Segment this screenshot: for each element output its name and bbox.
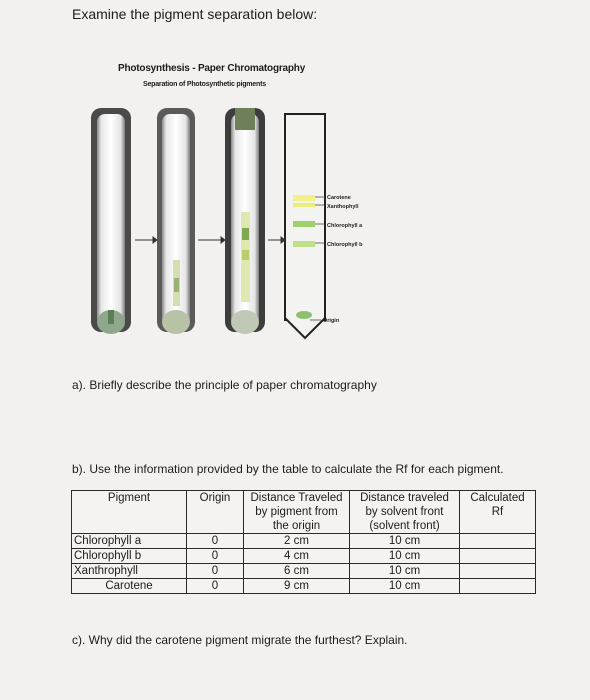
cell-rf <box>460 564 536 579</box>
pigment-table <box>71 490 536 594</box>
cell-solvent-distance: 10 cm <box>350 549 460 564</box>
question-b: b). Use the information provided by the table to calculate the Rf for each pigment. <box>72 462 504 476</box>
cell-pigment: Carotene <box>72 579 187 594</box>
table-row <box>72 579 536 594</box>
chromatography-photo <box>85 100 375 350</box>
label-xanthophyll: Xanthophyll <box>327 204 359 210</box>
label-carotene: Carotene <box>327 195 351 201</box>
header-line: Calculated <box>470 492 525 504</box>
question-a: a). Briefly describe the principle of paper chromatography <box>72 378 377 392</box>
test-tube-3 <box>225 108 265 334</box>
table-row <box>72 534 536 549</box>
table-row <box>72 549 536 564</box>
cell-pigment: Chlorophyll b <box>72 549 187 564</box>
label-chlorophyll-b: Chlorophyll b <box>327 242 363 248</box>
header-line: Distance Traveled <box>250 492 343 504</box>
cell-pigment: Xanthrophyll <box>72 564 187 579</box>
table-row <box>72 564 536 579</box>
header-line: by solvent front <box>365 506 444 518</box>
cell-solvent-distance: 10 cm <box>350 579 460 594</box>
header-line: the origin <box>272 520 321 532</box>
cell-pigment-distance: 4 cm <box>244 549 350 564</box>
cell-origin: 0 <box>187 564 244 579</box>
figure-title: Photosynthesis - Paper Chromatography <box>118 63 306 74</box>
figure-subtitle: Separation of Photosynthetic pigments <box>143 81 266 88</box>
header-line: by pigment from <box>255 506 338 518</box>
cell-rf <box>460 579 536 594</box>
label-origin: Origin <box>323 318 340 324</box>
header-pigment <box>72 491 187 534</box>
cell-pigment-distance: 9 cm <box>244 579 350 594</box>
cell-solvent-distance: 10 cm <box>350 534 460 549</box>
page-heading: Examine the pigment separation below: <box>72 6 318 22</box>
header-pigment-distance <box>244 491 350 534</box>
header-line: (solvent front) <box>369 520 440 532</box>
header-line: Rf <box>491 506 504 518</box>
test-tube-1 <box>91 108 131 334</box>
header-rf <box>460 491 536 534</box>
cell-solvent-distance: 10 cm <box>350 564 460 579</box>
label-chlorophyll-a: Chlorophyll a <box>327 223 363 229</box>
header-origin <box>187 491 244 534</box>
header-solvent-distance <box>350 491 460 534</box>
table-header-row <box>72 491 536 534</box>
cell-pigment-distance: 2 cm <box>244 534 350 549</box>
header-line: Distance traveled <box>360 492 449 504</box>
question-c: c). Why did the carotene pigment migrate the furthest? Explain. <box>72 633 408 647</box>
cell-pigment-distance: 6 cm <box>244 564 350 579</box>
cell-rf <box>460 549 536 564</box>
cell-pigment: Chlorophyll a <box>72 534 187 549</box>
header-pigment-text: Pigment <box>107 492 151 504</box>
header-origin-text: Origin <box>199 492 231 504</box>
cell-origin: 0 <box>187 534 244 549</box>
cell-rf <box>460 534 536 549</box>
cell-origin: 0 <box>187 549 244 564</box>
cell-origin: 0 <box>187 579 244 594</box>
test-tube-4 <box>285 114 325 338</box>
test-tube-2 <box>157 108 195 334</box>
